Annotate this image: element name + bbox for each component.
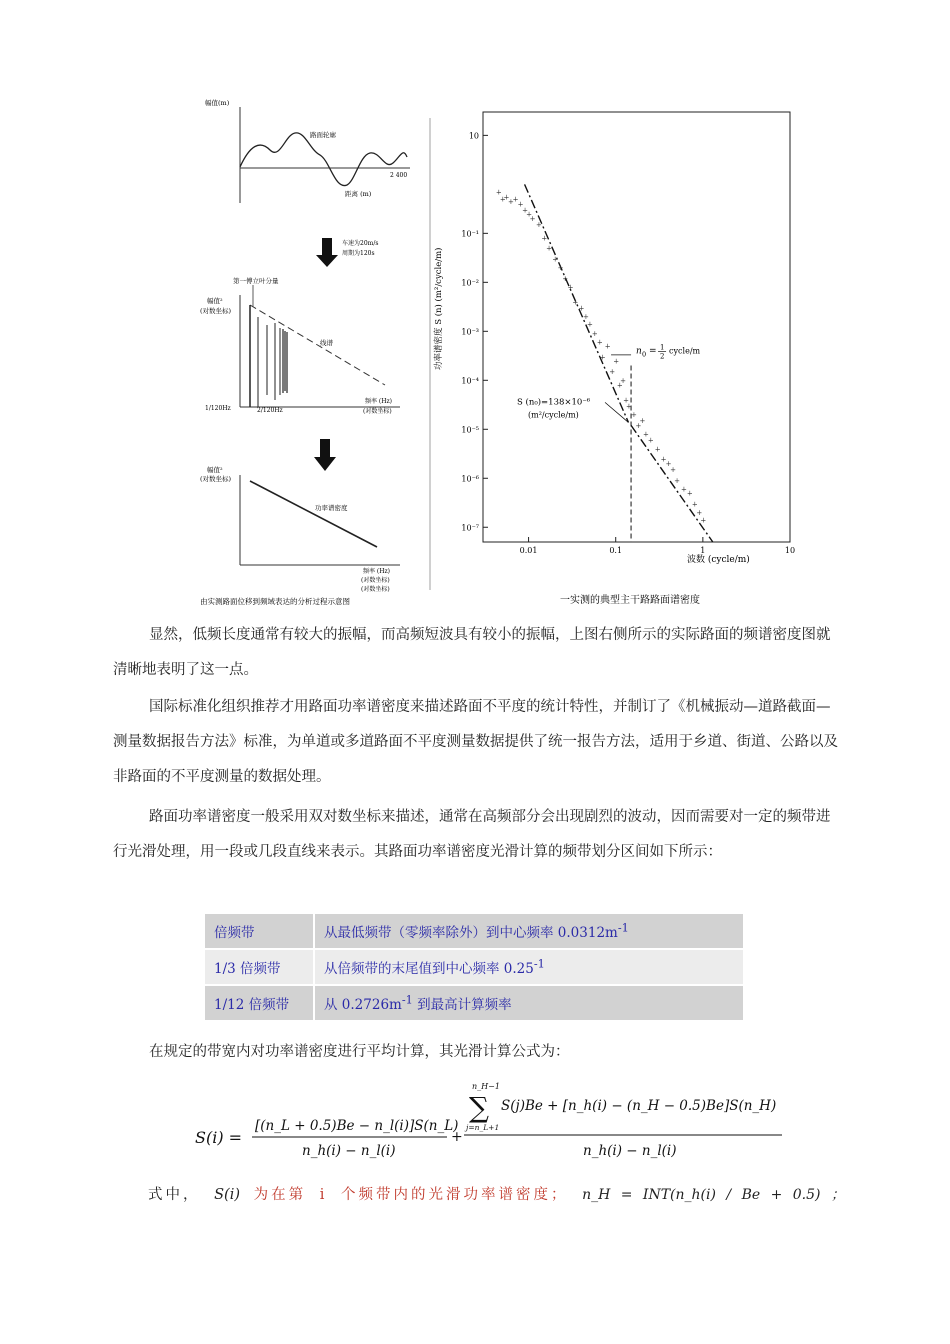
band-desc-tail: 到最高计算频率 bbox=[412, 997, 512, 1013]
paragraph-3-text: 路面功率谱密度一般采用双对数坐标来描述，通常在高频部分会出现剧烈的波动，因而需要对一定的频带进行光滑处理，用一段或几段直线来表示。其路面功率谱密度光滑计算的频带划分区间如下所示： bbox=[113, 809, 831, 860]
psd-line-label: 功率谱密度 bbox=[315, 504, 348, 512]
data-point: + bbox=[596, 338, 603, 347]
data-point: + bbox=[572, 298, 579, 307]
paragraph-2-text: 国际标准化组织推荐才用路面功率谱密度来描述路面不平度的统计特性，并制订了《机械振动—道路截面—测量数据报告方法》标准，为单道或多道路面不平度测量数据提供了统一报告方法，适用于乡道、街道、公路以及非路面的不平度测量的数据处理。 bbox=[113, 699, 838, 785]
panel3-x-label-3: (对数坐标) bbox=[361, 586, 390, 593]
arrow1-line2: 周期为120s bbox=[342, 250, 375, 257]
x-tick-2400: 2 400 bbox=[390, 172, 408, 179]
x-tick-label: 10 bbox=[784, 546, 796, 555]
analysis-process-figure bbox=[195, 95, 420, 610]
s-n0-annotation-2: (m²/cycle/m) bbox=[528, 410, 579, 420]
data-point: + bbox=[541, 234, 548, 243]
band-desc-sup: -1 bbox=[617, 921, 629, 935]
data-point: + bbox=[660, 455, 667, 464]
paragraph-1-text: 显然，低频长度通常有较大的振幅，而高频短波具有较小的振幅，上图右侧所示的实际路面的频谱密度图就清晰地表明了这一点。 bbox=[113, 627, 831, 678]
s-n0-annotation-1: S (n₀)=138×10⁻⁶ bbox=[517, 397, 591, 408]
formula-den1: n_h(i) − n_l(i) bbox=[302, 1143, 396, 1159]
data-point: + bbox=[681, 485, 687, 494]
formula-intro bbox=[113, 1035, 840, 1070]
y-axis-label: 功率谱密度 S (n) (m²/cycle/m) bbox=[434, 247, 444, 370]
sum-lower: j=n_L+1 bbox=[466, 1123, 500, 1132]
formula-num2: S(j)Be + [n_h(i) − (n_H − 0.5)Be]S(n_H) bbox=[501, 1098, 777, 1114]
x-axis-label: 波数 (cycle/m) bbox=[687, 555, 750, 565]
data-point: + bbox=[503, 193, 510, 202]
curve-label: 路面轮廓 bbox=[310, 131, 336, 139]
n0-annotation-lead: n bbox=[636, 346, 642, 357]
data-point: + bbox=[517, 200, 524, 209]
left-figure-caption: 由实测路面位移到频域表达的分析过程示意图 bbox=[200, 597, 350, 606]
band-desc-text: 从倍频带的末尾值到中心频率 0.25 bbox=[324, 961, 534, 977]
band-desc-sup: -1 bbox=[533, 957, 545, 971]
data-point: + bbox=[643, 430, 649, 439]
x-tick-2-120: 2/120Hz bbox=[257, 407, 283, 414]
data-point: + bbox=[522, 206, 528, 215]
x-tick-1-120: 1/120Hz bbox=[205, 405, 231, 412]
formula-num1: [(n_L + 0.5)Be − n_l(i)]S(n_L) bbox=[255, 1118, 459, 1134]
data-point: + bbox=[526, 210, 532, 219]
panel3-y-label-2: (对数坐标) bbox=[200, 475, 232, 483]
smoothing-formula bbox=[190, 1075, 790, 1175]
panel1-y-label: 幅值(m) bbox=[205, 99, 230, 107]
band-desc bbox=[315, 914, 743, 948]
last-line-red-text: 为在第 i 个频带内的光滑功率谱密度； bbox=[253, 1187, 569, 1203]
x-tick-label: 0.1 bbox=[609, 546, 623, 555]
paragraph-1 bbox=[113, 618, 840, 688]
data-point: + bbox=[696, 509, 703, 518]
y-tick-label: 10⁻³ bbox=[461, 327, 479, 337]
data-point: + bbox=[616, 381, 623, 390]
y-tick-label: 10⁻⁴ bbox=[461, 376, 479, 386]
paragraph-3 bbox=[113, 800, 840, 870]
formula-den2: n_h(i) − n_l(i) bbox=[583, 1143, 677, 1159]
data-point: + bbox=[535, 221, 542, 230]
data-point: + bbox=[586, 320, 593, 329]
down-arrow-icon-2 bbox=[314, 439, 336, 471]
data-point: + bbox=[647, 436, 654, 445]
data-point: + bbox=[654, 445, 661, 454]
formula-plus: + bbox=[451, 1129, 463, 1145]
data-point: + bbox=[507, 197, 514, 206]
frequency-bands-table bbox=[203, 912, 745, 1022]
road-psd-chart bbox=[425, 100, 805, 610]
data-point: + bbox=[625, 402, 632, 411]
last-line-prefix: 式中， bbox=[148, 1187, 201, 1203]
n0-annotation-eq: = bbox=[649, 346, 657, 357]
formula-intro-text: 在规定的带宽内对功率谱密度进行平均计算，其光滑计算公式为： bbox=[149, 1044, 570, 1060]
data-point: + bbox=[495, 188, 502, 197]
panel2-x-label-1: 频率 (Hz) bbox=[365, 398, 392, 405]
band-desc bbox=[315, 950, 743, 984]
paragraph-2 bbox=[113, 690, 840, 795]
panel2-y-label-2: (对数坐标) bbox=[200, 307, 232, 315]
band-desc bbox=[315, 986, 743, 1020]
y-tick-label: 10⁻⁷ bbox=[461, 523, 479, 533]
panel3-x-label-2: (对数坐标) bbox=[361, 577, 390, 584]
last-line bbox=[148, 1183, 848, 1204]
table-row bbox=[205, 914, 743, 948]
last-line-eq: n_H = INT(n_h(i) / Be + 0.5) ； bbox=[582, 1187, 845, 1203]
data-point: + bbox=[529, 215, 536, 224]
panel3-x-label-1: 频率 (Hz) bbox=[363, 568, 390, 575]
table-row bbox=[205, 986, 743, 1020]
y-tick-label: 10⁻⁶ bbox=[461, 474, 479, 484]
data-point: + bbox=[674, 477, 680, 486]
data-point: + bbox=[546, 244, 553, 253]
n0-annotation-den: 2 bbox=[660, 352, 665, 361]
band-desc-text: 从最低频带（零频率除外）到中心频率 0.0312m bbox=[324, 925, 618, 941]
road-profile-curve bbox=[240, 133, 407, 186]
data-point: + bbox=[578, 304, 585, 313]
chart-caption: 一实测的典型主干路路面谱密度 bbox=[560, 595, 700, 606]
y-tick-label: 10 bbox=[468, 131, 479, 141]
arrow1-line1: 车速为20m/s bbox=[342, 240, 379, 247]
data-point: + bbox=[499, 195, 506, 204]
x-tick-label: 0.01 bbox=[519, 546, 538, 555]
data-point: + bbox=[639, 417, 646, 426]
data-point: + bbox=[691, 500, 698, 509]
data-point: + bbox=[604, 342, 611, 351]
band-desc-sup: -1 bbox=[401, 993, 413, 1007]
data-point: + bbox=[609, 368, 616, 377]
sum-upper: n_H−1 bbox=[472, 1082, 500, 1091]
data-point: + bbox=[686, 489, 693, 498]
data-point: + bbox=[582, 313, 589, 322]
panel2-y-label-1: 幅值² bbox=[207, 297, 223, 305]
n0-annotation-sub: 0 bbox=[642, 350, 647, 359]
data-point: + bbox=[700, 516, 707, 525]
y-tick-label: 10⁻² bbox=[461, 278, 479, 288]
data-point: + bbox=[613, 357, 620, 366]
sum-symbol: ∑ bbox=[469, 1091, 489, 1124]
data-point: + bbox=[557, 264, 564, 273]
formula-lhs: S(i) = bbox=[195, 1128, 243, 1147]
panel2-x-label-2: (对数坐标) bbox=[363, 408, 392, 415]
table-row bbox=[205, 950, 743, 984]
data-point: + bbox=[630, 411, 637, 420]
data-point: + bbox=[552, 255, 559, 264]
x-tick-label: 1 bbox=[700, 546, 706, 555]
down-arrow-icon bbox=[316, 238, 338, 267]
y-tick-label: 10⁻¹ bbox=[461, 229, 479, 239]
n0-annotation-num: 1 bbox=[660, 343, 665, 352]
data-point: + bbox=[665, 460, 672, 469]
plot-frame bbox=[483, 112, 790, 542]
band-name: 倍频带 bbox=[205, 914, 313, 948]
data-point: + bbox=[635, 421, 642, 430]
s-n0-leader-line bbox=[605, 402, 628, 422]
band-desc-text: 从 0.2726m bbox=[324, 997, 402, 1013]
line-spectrum-label: 线谱 bbox=[320, 339, 333, 347]
first-component-label: 第一傅立叶分量 bbox=[233, 277, 279, 285]
data-point: + bbox=[591, 330, 598, 339]
band-name: 1/12 倍频带 bbox=[205, 986, 313, 1020]
data-point: + bbox=[620, 376, 626, 385]
data-point: + bbox=[670, 466, 677, 475]
data-point: + bbox=[562, 274, 569, 283]
last-line-var: S(i) bbox=[214, 1187, 240, 1203]
y-tick-label: 10⁻⁵ bbox=[461, 425, 479, 435]
band-name: 1/3 倍频带 bbox=[205, 950, 313, 984]
data-point: + bbox=[567, 283, 574, 292]
data-point: + bbox=[512, 195, 519, 204]
data-point: + bbox=[623, 396, 630, 405]
n0-annotation-unit: cycle/m bbox=[669, 346, 701, 356]
data-point: + bbox=[599, 353, 606, 362]
panel3-y-label-1: 幅值² bbox=[207, 466, 223, 474]
panel1-x-label: 距离 (m) bbox=[345, 190, 372, 198]
